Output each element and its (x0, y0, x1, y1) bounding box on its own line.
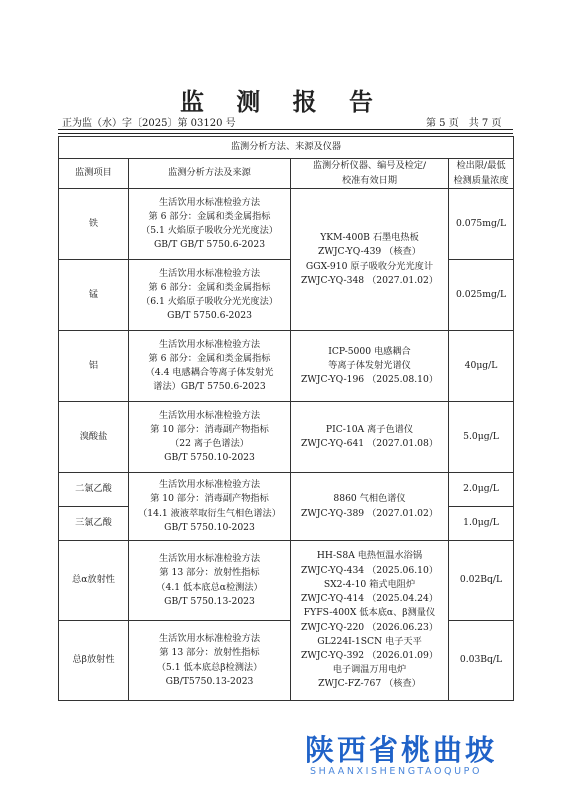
cell-limit: 2.0μg/L (449, 473, 514, 507)
method-line: 生活饮用水标准检验方法 (158, 633, 261, 645)
cell-method (129, 541, 291, 621)
cell-method (129, 473, 291, 541)
method-line: 生活饮用水标准检验方法 (158, 267, 261, 279)
column-header-instrument-text: 监测分析仪器、编号及检定/校准有效日期 (312, 160, 427, 186)
page-info: 第 5 页 共 7 页 (426, 118, 502, 129)
instrument-line: GL224I-1SCN 电子天平 (317, 635, 422, 647)
methods-table (58, 136, 514, 701)
method-line: 生活饮用水标准检验方法 (158, 553, 261, 565)
instrument-line: ZWJC-YQ-348 （2027.01.02） (300, 274, 439, 286)
cell-instrument (291, 473, 449, 541)
cell-method (129, 621, 291, 701)
method-line: GB/T 5750.10-2023 (164, 521, 255, 533)
table-row (59, 541, 514, 621)
header-rule (58, 129, 513, 130)
table-row (59, 331, 514, 402)
column-header-instrument (291, 159, 449, 189)
method-line: GB/T 5750.13-2023 (164, 595, 255, 607)
method-line: 第 6 部分：金属和类金属指标 (148, 352, 271, 364)
instrument-line: PIC-10A 离子色谱仪 (325, 423, 414, 435)
method-line: 谱法）GB/T 5750.6-2023 (153, 381, 266, 393)
report-number: 正为监（水）字〔2025〕第 03120 号 (62, 118, 236, 129)
method-line: 生活饮用水标准检验方法 (158, 196, 261, 208)
instrument-line: SX2-4-10 箱式电阻炉 (323, 578, 416, 590)
method-line: 第 13 部分：放射性指标 (159, 647, 260, 659)
cell-limit: 0.025mg/L (449, 260, 514, 331)
method-line: GB/T 5750.6-2023 (167, 310, 252, 322)
cell-method (129, 402, 291, 473)
cell-instrument (291, 331, 449, 402)
table-row (59, 402, 514, 473)
instrument-line: ZWJC-YQ-414 （2025.04.24） (300, 593, 439, 605)
cell-item: 铁 (59, 189, 129, 260)
cell-limit: 5.0μg/L (449, 402, 514, 473)
method-line: （6.1 火焰原子吸收分光光度法） (141, 296, 278, 307)
method-line: 第 10 部分：消毒副产物指标 (150, 423, 269, 435)
cell-limit: 0.02Bq/L (449, 541, 514, 621)
instrument-line: ZWJC-YQ-220 （2026.06.23） (300, 621, 439, 633)
method-line: GB/T GB/T 5750.6-2023 (153, 239, 266, 251)
method-line: GB/T 5750.10-2023 (164, 452, 255, 464)
cell-method (129, 260, 291, 331)
cell-limit: 0.075mg/L (449, 189, 514, 260)
method-line: GB/T5750.13-2023 (165, 675, 254, 687)
table-row (59, 473, 514, 507)
cell-method (129, 331, 291, 402)
watermark-subtext: SHAANXISHENGTAOQUPO (310, 766, 483, 777)
instrument-line: 8860 气相色谱仪 (333, 493, 406, 505)
instrument-line: 等离子体发射光谱仪 (328, 359, 411, 371)
method-line: 第 6 部分：金属和类金属指标 (148, 210, 271, 222)
section-title-row (59, 137, 514, 159)
cell-item: 总β放射性 (59, 621, 129, 701)
method-line: （22 离子色谱法） (170, 438, 249, 449)
instrument-line: ZWJC-YQ-392 （2026.01.09） (300, 649, 439, 661)
cell-instrument (291, 402, 449, 473)
page-title: 监 测 报 告 (179, 88, 386, 116)
method-line: 第 13 部分：放射性指标 (159, 567, 260, 579)
cell-method (129, 189, 291, 260)
cell-limit: 40μg/L (449, 331, 514, 402)
method-line: （4.1 低本底总α检测法） (156, 581, 263, 593)
cell-item: 溴酸盐 (59, 402, 129, 473)
method-line: 生活饮用水标准检验方法 (158, 479, 261, 491)
method-line: （5.1 火焰原子吸收分光光度法） (141, 225, 278, 236)
cell-item: 总α放射性 (59, 541, 129, 621)
cell-item: 锰 (59, 260, 129, 331)
instrument-line: ZWJC-YQ-196 （2025.08.10） (300, 374, 439, 386)
instrument-line: ZWJC-YQ-434 （2025.06.10） (300, 564, 439, 576)
column-header-item: 监测项目 (59, 159, 129, 189)
column-header-row (59, 159, 514, 189)
instrument-line: ZWJC-FZ-767 （核查） (318, 678, 421, 690)
method-line: 生活饮用水标准检验方法 (158, 338, 261, 350)
method-line: （5.1 低本底总β检测法） (156, 661, 263, 673)
cell-instrument (291, 189, 449, 331)
cell-limit: 0.03Bq/L (449, 621, 514, 701)
column-header-limit (449, 159, 514, 189)
instrument-line: ZWJC-YQ-439 （核查） (318, 246, 421, 258)
column-header-limit-text: 检出限/最低检测质量浓度 (453, 160, 509, 186)
cell-item: 铝 (59, 331, 129, 402)
cell-item: 三氯乙酸 (59, 507, 129, 541)
method-line: 生活饮用水标准检验方法 (158, 409, 261, 421)
cell-instrument (291, 541, 449, 701)
section-title: 监测分析方法、来源及仪器 (59, 137, 514, 159)
header-rule-secondary (58, 133, 513, 134)
instrument-line: 电子调温万用电炉 (332, 664, 407, 676)
table-row (59, 189, 514, 260)
instrument-line: ZWJC-YQ-641 （2027.01.08） (300, 438, 439, 449)
instrument-line: ZWJC-YQ-389 （2027.01.02） (300, 507, 439, 519)
watermark-text: 陕西省桃曲坡 (305, 733, 498, 767)
cell-item: 二氯乙酸 (59, 473, 129, 507)
method-line: （14.1 液液萃取衍生气相色谱法） (138, 507, 281, 519)
instrument-line: ICP-5000 电感耦合 (328, 345, 411, 357)
cell-limit: 1.0μg/L (449, 507, 514, 541)
instrument-line: HH-S8A 电热恒温水浴锅 (316, 550, 423, 562)
column-header-method: 监测分析方法及来源 (129, 159, 291, 189)
method-line: 第 10 部分：消毒副产物指标 (150, 493, 269, 505)
method-line: （4.4 电感耦合等离子体发射光 (145, 367, 274, 378)
instrument-line: GGX-910 原子吸收分光光度计 (305, 260, 434, 272)
instrument-line: FYFS-400X 低本底α、β测量仪 (303, 607, 436, 619)
instrument-line: YKM-400B 石墨电热板 (320, 232, 419, 244)
method-line: 第 6 部分：金属和类金属指标 (148, 281, 271, 293)
